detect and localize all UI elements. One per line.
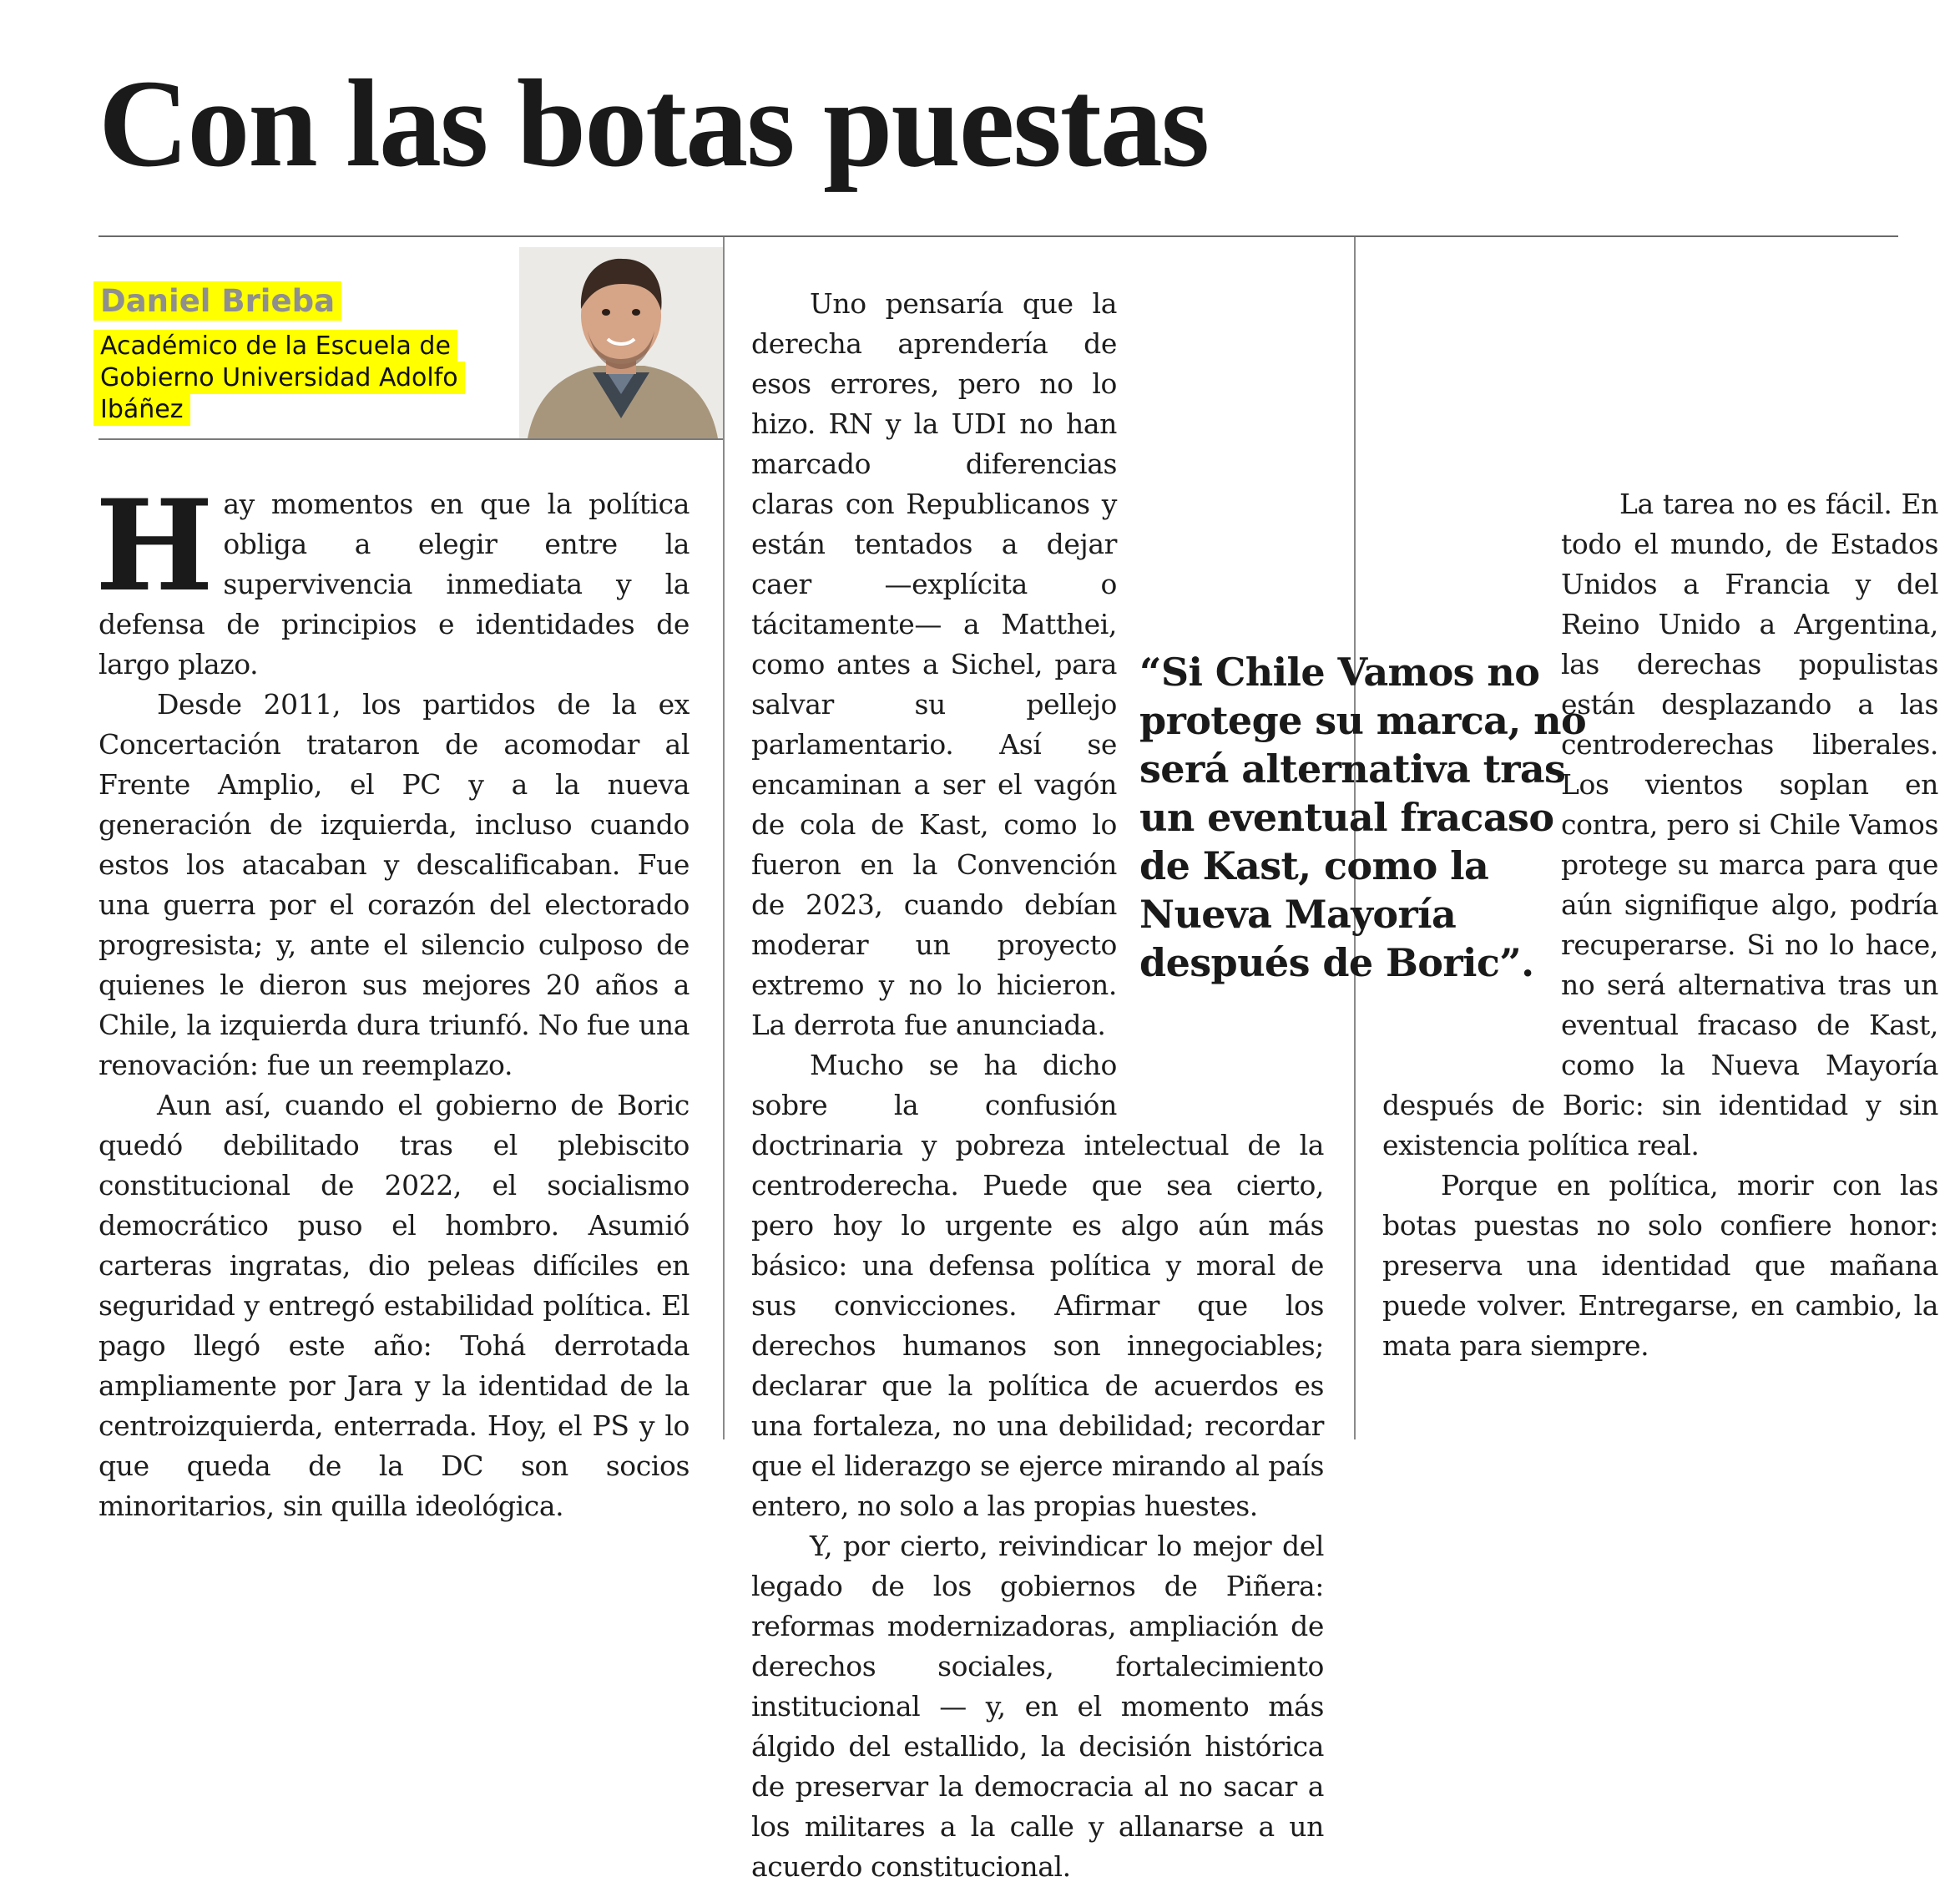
paragraph: Y, por cierto, reivindicar lo mejor del legado de los gobiernos de Piñera: reformas modernizadoras, ampliación de derechos sociales, fortalecimiento institucional — y, en el momento más álgido del estallido, la decisión histórica de preservar la democracia al no sacar a los militares a la calle y allanarse a un acuerdo constitucional. [751,1530,1324,1883]
headline: Con las botas puestas [99,54,1209,193]
author-photo [519,247,723,438]
paragraph: Desde 2011, los partidos de la ex Concertación trataron de acomodar al Frente Amplio, el PC y a la nueva generación de izquierda, incluso cuando estos los atacaban y descalificaban. Fue una guerra por el corazón del electorado progresista; y, ante el silencio culposo de quienes le dieron sus mejores 20 años a Chile, la izquierda dura triunfó. No fue una renovación: fue un reemplazo. [99,688,690,1081]
paragraph: La tarea no es fácil. En todo el mundo, de Estados Unidos a Francia y del Reino Unido a Argentina, las derechas populistas están desplazando a las centroderechas liberales. Los vientos soplan en contra, pero si Chile Vamos protege su marca para que aún signifique algo, podría recuperarse. Si no lo hace, no será alternativa tras un eventual fracaso de Kast, como la Nueva Mayoría después de Boric: sin identidad y sin existencia política real. [1382,488,1938,1161]
drop-cap: H [95,473,214,620]
paragraph: Uno pensaría que la derecha aprendería de esos errores, pero no lo hizo. RN y la UDI no han marcado diferencias claras con Republicanos y están tentados a dejar caer —explícita o tácitamente— a Matthei, como antes a Sichel, para salvar su pellejo parlamentario. Así se encaminan a ser el vagón de cola de Kast, como lo fueron en la Convención de 2023, cuando debían moderar un proyecto extremo y no lo hicieron. La derrota fue anunciada. [751,287,1117,1041]
column-divider [723,237,725,1439]
author-role: Académico de la Escuela de Gobierno Universidad Adolfo Ibáñez [93,331,528,426]
paragraph: Porque en política, morir con las botas puestas no solo confiere honor: preserva una identidad que mañana puede volver. Entregarse, en cambio, la mata para siempre. [1382,1169,1938,1362]
paragraph: Aun así, cuando el gobierno de Boric quedó debilitado tras el plebiscito constitucional de 2022, el socialismo democrático puso el hombro. Asumió carteras ingratas, dio peleas difíciles en seguridad y entregó estabilidad política. El pago llegó este año: Tohá derrotada ampliamente por Jara y la identidad de la centroizquierda, enterrada. Hoy, el PS y lo que queda de la DC son socios minoritarios, sin quilla ideológica. [99,1089,690,1522]
top-rule [99,235,1898,237]
article-column-1 [95,473,690,1526]
pull-quote: “Si Chile Vamos no protege su marca, no será alternativa tras un eventual fracaso de Kast, como la Nueva Mayoría después de Boric”. [1139,650,1587,985]
article-column-2 [751,284,1324,1887]
paragraph: Mucho se ha dicho sobre la confusión doctrinaria y pobreza intelectual de la centroderecha. Puede que sea cierto, pero hoy lo urgente es algo aún más básico: una defensa política y moral de sus convicciones. Afirmar que los derechos humanos son innegociables; declarar que la política de acuerdos es una fortaleza, no una debilidad; recordar que el liderazgo se ejerce mirando al país entero, no solo a las propias huestes. [751,1049,1324,1522]
author-rule [99,438,723,440]
paragraph: Hay momentos en que la política obliga a elegir entre la supervivencia inmediata y la defensa de principios e identidades de largo plazo. [95,473,690,680]
author-name: Daniel Brieba [93,281,341,321]
